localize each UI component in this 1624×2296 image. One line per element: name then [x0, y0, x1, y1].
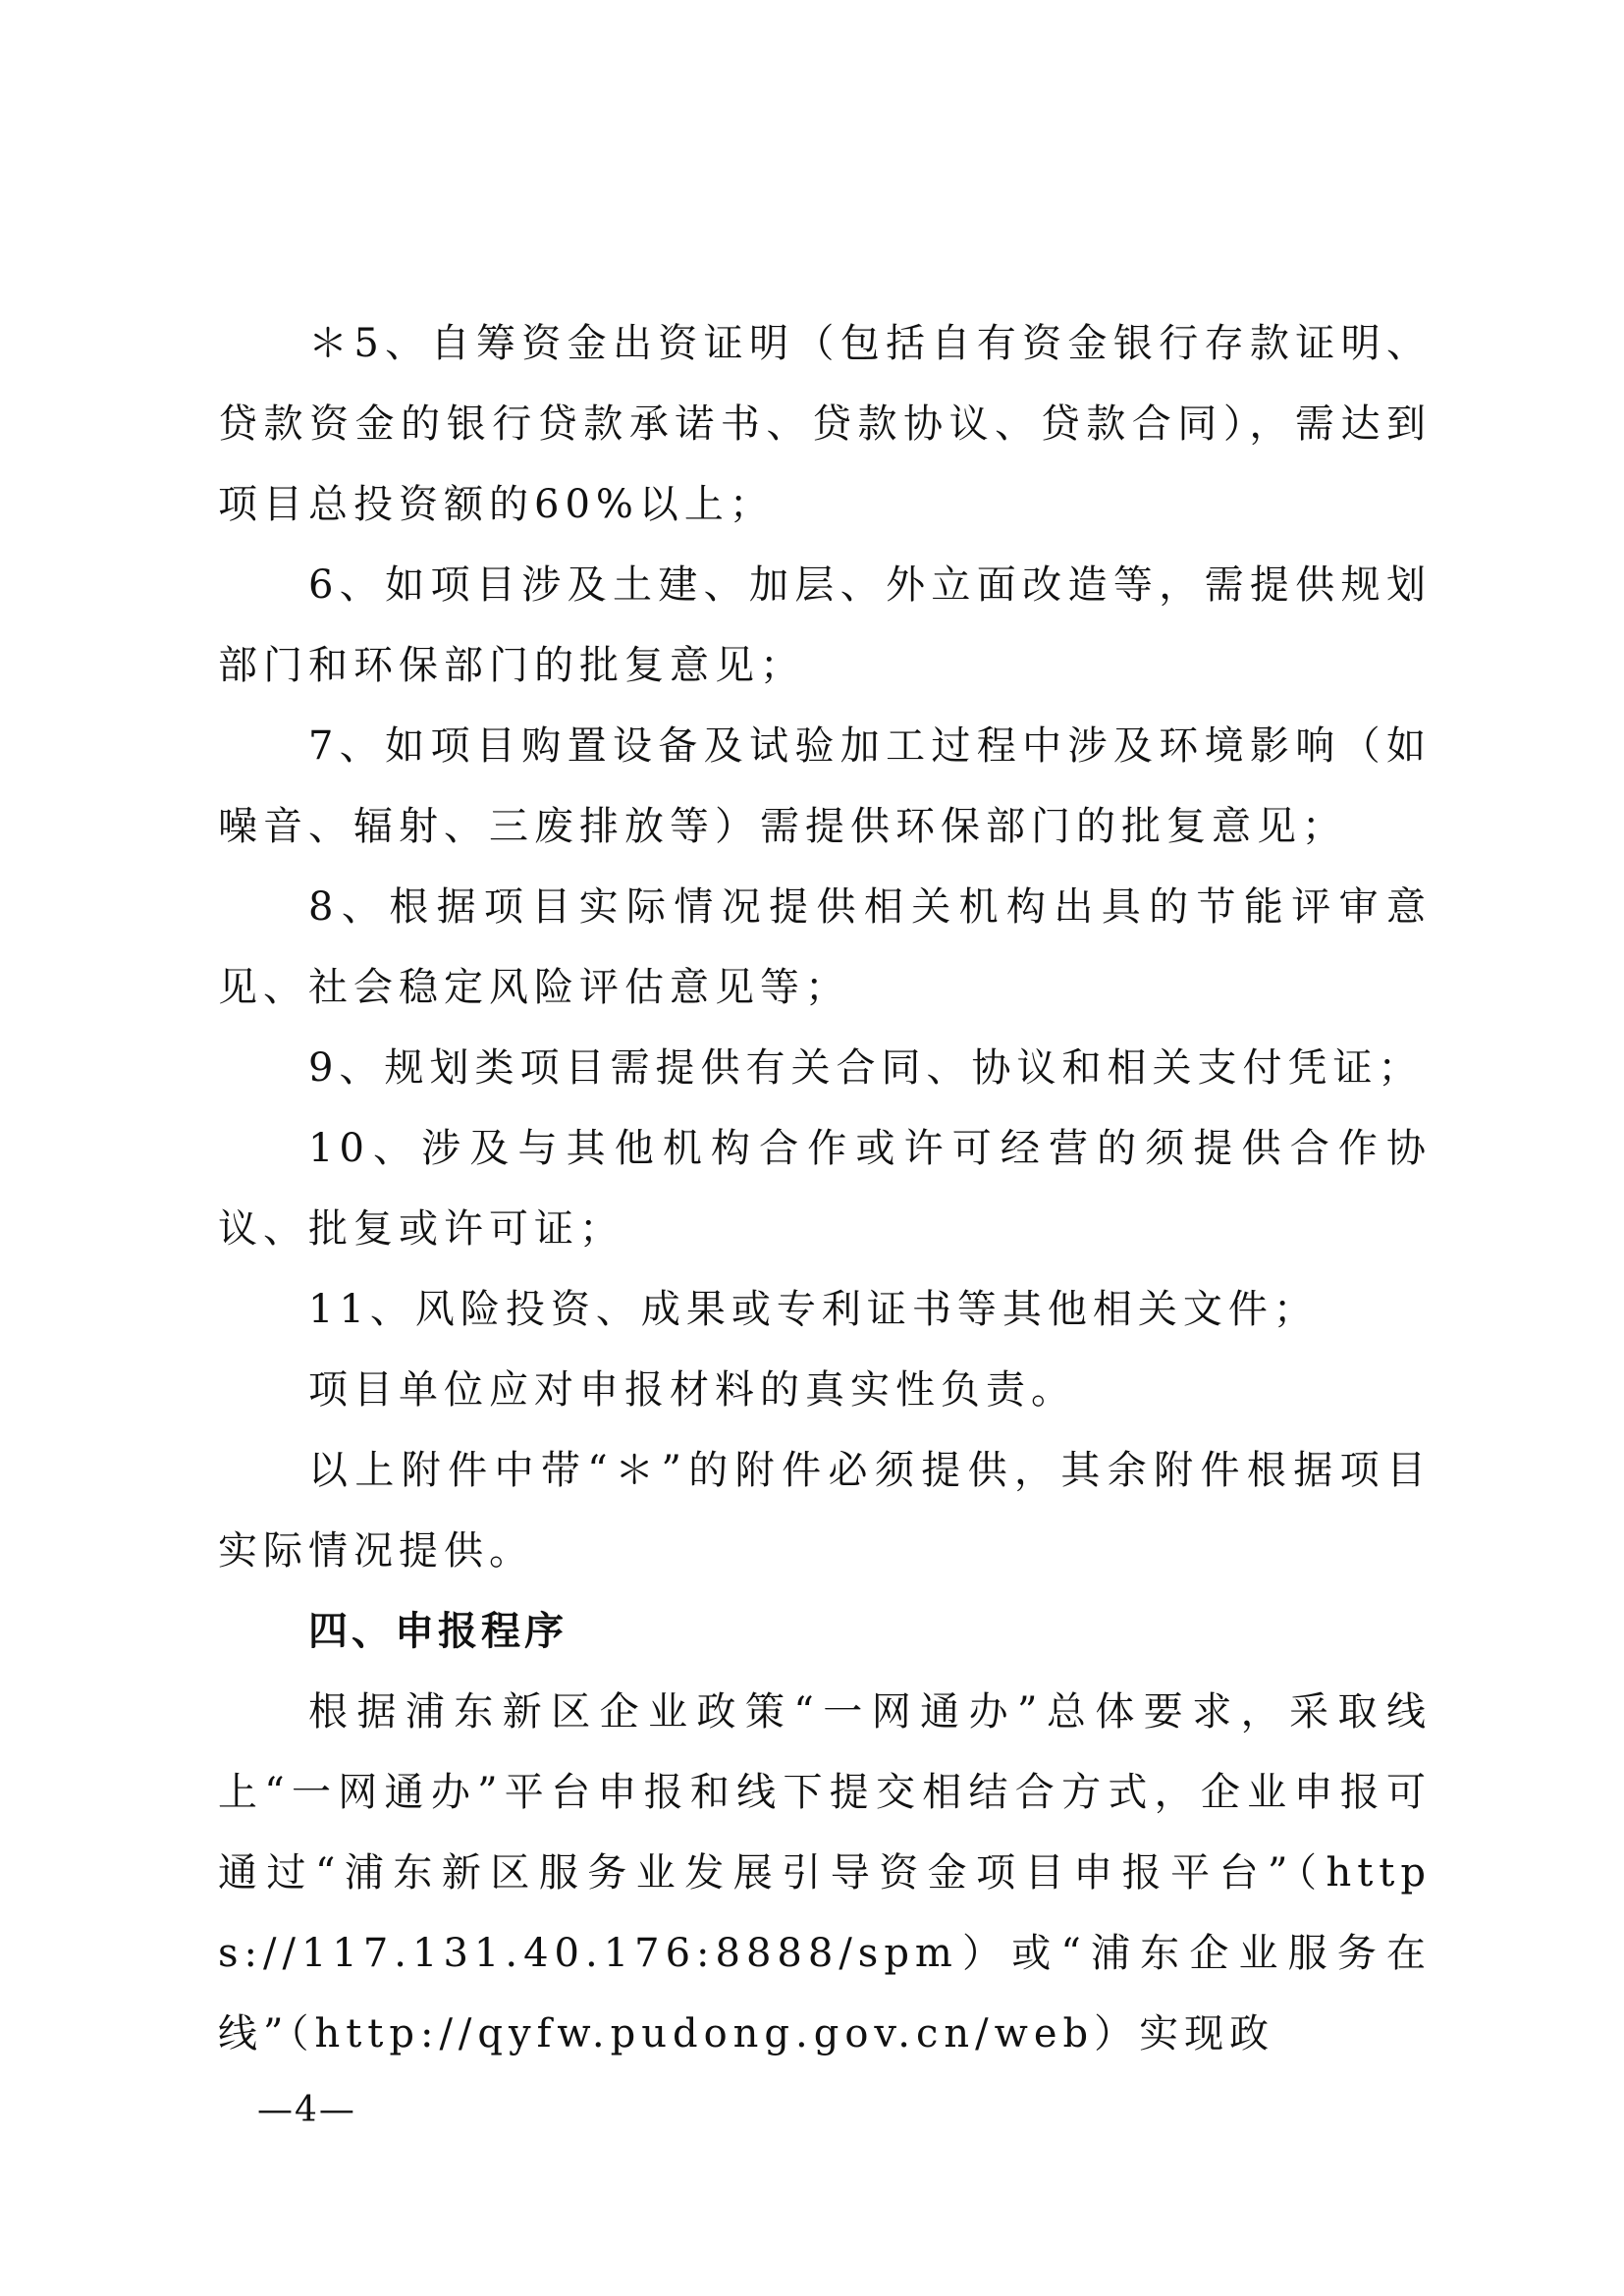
paragraph-item-11: 11、风险投资、成果或专利证书等其他相关文件； [308, 1287, 1319, 1332]
paragraph-item-9: 9、规划类项目需提供有关合同、协议和相关支付凭证； [308, 1045, 1424, 1091]
paragraph-authenticity: 项目单位应对申报材料的真实性负责。 [308, 1367, 1076, 1413]
document-body [218, 303, 1432, 2074]
paragraph-item-6: 6、如项目涉及土建、加层、外立面改造等，需提供规划部门和环保部门的批复意见； [218, 562, 1432, 688]
page-number: —4— [257, 2090, 356, 2130]
paragraph-required-note: 以上附件中带“＊”的附件必须提供，其余附件根据项目实际情况提供。 [218, 1448, 1432, 1574]
paragraph-procedure: 根据浦东新区企业政策“一网通办”总体要求，采取线上“一网通办”平台申报和线下提交相结合方式，企业申报可通过“浦东新区服务业发展引导资金项目申报平台”（https://117.131.40.176:8888/spm）或“浦东企业服务在线”（http://qyfw.pudong.gov.cn/web）实现政 [218, 1689, 1432, 2056]
paragraph-item-10: 10、涉及与其他机构合作或许可经营的须提供合作协议、批复或许可证； [218, 1126, 1432, 1252]
paragraph-item-8: 8、根据项目实际情况提供相关机构出具的节能评审意见、社会稳定风险评估意见等； [218, 884, 1432, 1010]
paragraph-item-7: 7、如项目购置设备及试验加工过程中涉及环境影响（如噪音、辐射、三废排放等）需提供环保部门的批复意见； [218, 723, 1432, 849]
paragraph-item-5: ＊5、自筹资金出资证明（包括自有资金银行存款证明、贷款资金的银行贷款承诺书、贷款协议、贷款合同），需达到项目总投资额的60%以上； [218, 321, 1432, 527]
section-heading: 四、申报程序 [308, 1609, 568, 1654]
